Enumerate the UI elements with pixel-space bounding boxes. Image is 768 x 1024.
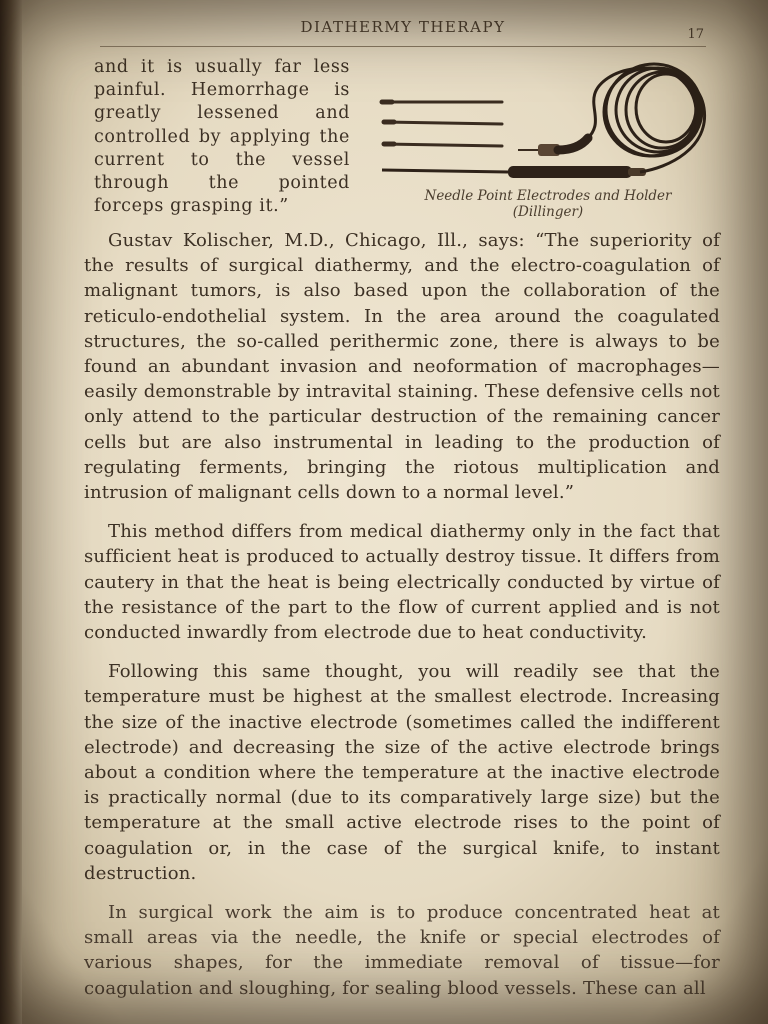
body-text: [84, 228, 720, 1015]
figure-caption-title: Needle Point Electrodes and Holder: [424, 188, 672, 204]
header-title: DIATHERMY THERAPY: [300, 18, 506, 36]
needle-electrode-3: [384, 144, 502, 146]
figure-caption: [378, 188, 718, 220]
paragraph-kolischer-quote: Gustav Kolischer, M.D., Chicago, Ill., says: “The superiority of the results of surgical diathermy, and the electro-coagulation of malignant tumors, is also based upon the collaboration of the reticulo-endothelial system. In the area around the coagulated structures, the so-called perithermic zone, there is always to be found an abundant invasion and neoformation of macrophages—easily demonstrable by intravital staining. These defensive cells not only attend to the particular destruction of the remaining cancer cells but are also instrumental in leading to the production of regulating ferments, bringing the riotous multiplication and intrusion of malignant cells down to a normal level.”: [84, 230, 720, 504]
coiled-cable: [588, 64, 705, 172]
needle-electrode-2: [384, 122, 502, 124]
intro-column-text: and it is usually far less painful. Hemorrhage is greatly lessened and controlled by applying the current to the vessel through the pointed forceps grasping it.”: [94, 57, 350, 217]
electrode-figure: [378, 58, 718, 226]
figure-caption-credit: (Dillinger): [512, 204, 584, 220]
needle-electrodes-illustration: [378, 58, 718, 188]
page-number: 17: [687, 27, 704, 42]
page-spine-edge: [0, 0, 22, 1024]
paragraph-surgical-work: In surgical work the aim is to produce concentrated heat at small areas via the needle, the knife or special electrodes of various shapes, for the immediate removal of tissue—for coagulation and sloughing, for sealing blood vessels. These can all: [84, 902, 720, 999]
running-header: [100, 16, 706, 47]
paragraph-temperature: Following this same thought, you will readily see that the temperature must be highest at the smallest electrode. Increasing the size of the inactive electrode (sometimes called the indifferent electrode) and decreasing the size of the active electrode brings about a condition where the temperature at the inactive electrode is practically normal (due to its comparatively large size) but the temperature at the small active electrode rises to the point of coagulation or, in the case of the surgical knife, to instant destruction.: [84, 661, 720, 884]
paragraph-method-differs: This method differs from medical diathermy only in the fact that sufficient heat is produced to actually destroy tissue. It differs from cautery in that the heat is being electrically conducted by virtue of the resistance of the part to the flow of current applied and is not conducted inwardly from electrode due to heat conductivity.: [84, 521, 720, 644]
